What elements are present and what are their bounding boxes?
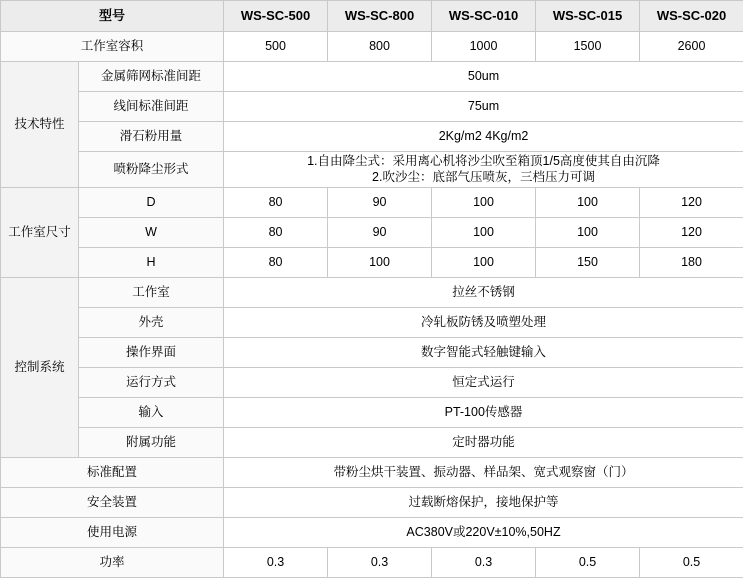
row-value: 0.3 [328,548,432,578]
row-value: 80 [224,188,328,218]
row-item-label: 标准配置 [1,458,224,488]
row-value: 800 [328,32,432,62]
row-value: 80 [224,218,328,248]
row-item-label: 功率 [1,548,224,578]
row-item-label: 运行方式 [79,368,224,398]
table-row [1,92,743,122]
table-row [1,368,743,398]
row-value: 0.5 [536,548,640,578]
row-value-span: 定时器功能 [224,428,743,458]
row-value: 90 [328,218,432,248]
row-value: 1000 [432,32,536,62]
header-model-4: WS-SC-015 [536,1,640,32]
row-value: 180 [640,248,743,278]
table-row [1,308,743,338]
row-item-label: 安全装置 [1,488,224,518]
row-item-label: 滑石粉用量 [79,122,224,152]
table-row [1,188,743,218]
row-item-label: 工作室 [79,278,224,308]
table-row [1,548,743,578]
row-value-span: 恒定式运行 [224,368,743,398]
group-label-control-system: 控制系统 [1,278,79,458]
table-row [1,428,743,458]
row-value: 90 [328,188,432,218]
row-value-span: 1.自由降尘式：采用离心机将沙尘吹至箱顶1/5高度使其自由沉降 2.吹沙尘：底部气压喷灰，三档压力可调 [224,152,743,188]
row-value: 100 [536,218,640,248]
table-row [1,122,743,152]
table-row [1,218,743,248]
group-label-dimensions: 工作室尺寸 [1,188,79,278]
header-model-3: WS-SC-010 [432,1,536,32]
row-item-label: 操作界面 [79,338,224,368]
row-item-label: 喷粉降尘形式 [79,152,224,188]
row-value: 1500 [536,32,640,62]
row-item-label: D [79,188,224,218]
row-value-span: 75um [224,92,743,122]
row-value-span: AC380V或220V±10%,50HZ [224,518,743,548]
row-value: 150 [536,248,640,278]
row-value-span: 2Kg/m2 4Kg/m2 [224,122,743,152]
row-value: 0.3 [432,548,536,578]
table-row [1,398,743,428]
row-value: 120 [640,188,743,218]
row-item-label: 输入 [79,398,224,428]
row-value-span: 带粉尘烘干装置、振动器、样品架、宽式观察窗（门） [224,458,743,488]
table-row [1,32,743,62]
header-model-2: WS-SC-800 [328,1,432,32]
row-value-span: 数字智能式轻触键输入 [224,338,743,368]
row-value-span: 50um [224,62,743,92]
group-label-technical: 技术特性 [1,62,79,188]
row-value: 0.5 [640,548,743,578]
table-row [1,338,743,368]
table-row [1,248,743,278]
table-row [1,458,743,488]
table-row [1,488,743,518]
row-value-span: 过载断熔保护，接地保护等 [224,488,743,518]
row-item-label: 金属筛网标准间距 [79,62,224,92]
row-item-label: 外壳 [79,308,224,338]
row-value-span: PT-100传感器 [224,398,743,428]
row-item-label: 使用电源 [1,518,224,548]
row-value: 100 [328,248,432,278]
row-item-label: W [79,218,224,248]
header-model-label: 型号 [1,1,224,32]
row-value: 100 [432,218,536,248]
row-value: 100 [432,188,536,218]
row-value: 2600 [640,32,743,62]
row-value-span: 冷轧板防锈及喷塑处理 [224,308,743,338]
table-row [1,278,743,308]
table-header [1,1,743,32]
row-value: 500 [224,32,328,62]
header-model-1: WS-SC-500 [224,1,328,32]
row-item-label: 附属功能 [79,428,224,458]
table-row [1,152,743,188]
table-row [1,518,743,548]
row-item-label: H [79,248,224,278]
table-body [1,32,743,578]
row-item-label: 工作室容积 [1,32,224,62]
row-value: 120 [640,218,743,248]
row-value: 100 [536,188,640,218]
row-item-label: 线间标准间距 [79,92,224,122]
row-value: 100 [432,248,536,278]
row-value: 0.3 [224,548,328,578]
table-row [1,62,743,92]
header-row [1,1,743,32]
header-model-5: WS-SC-020 [640,1,743,32]
row-value: 80 [224,248,328,278]
row-value-span: 拉丝不锈钢 [224,278,743,308]
